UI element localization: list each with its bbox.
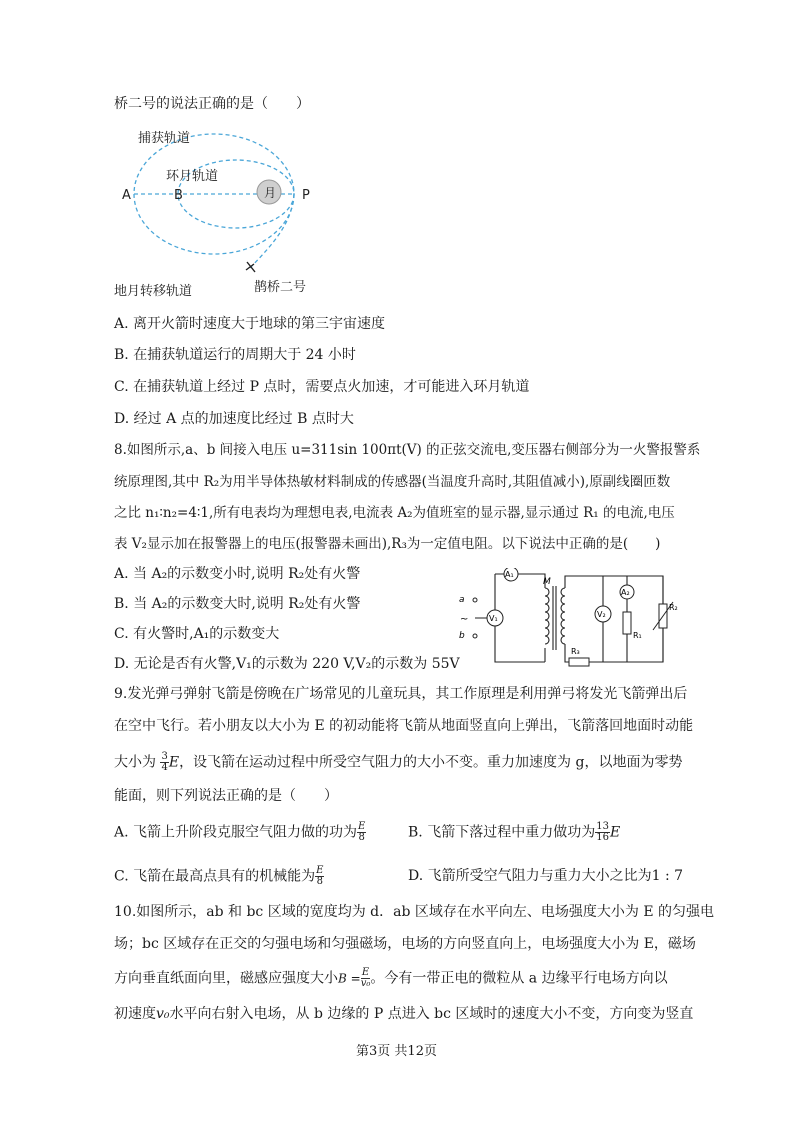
circuit-figure <box>455 568 685 668</box>
q9-option-b: B. 飞箭下落过程中重力做功为 $\frac{13}{16}$ E <box>408 821 621 843</box>
q8-option-b: B. 当 A₂的示数变大时,说明 R₂处有火警 <box>114 596 361 612</box>
q9-stem-line1: 9.发光弹弓弹射飞箭是傍晚在广场常见的儿童玩具，其工作原理是利用弹弓将发光飞箭弹出后 <box>114 686 688 702</box>
q7-option-c: C. 在捕获轨道上经过 P 点时，需要点火加速，才可能进入环月轨道 <box>114 379 530 395</box>
q8-option-a: A. 当 A₂的示数变小时,说明 R₂处有火警 <box>114 566 361 582</box>
terminal-b-label: b <box>459 631 465 641</box>
page-footer: 第3页 共12页 <box>356 1044 437 1059</box>
transfer-orbit-label: 地月转移轨道 <box>114 284 193 299</box>
voltmeter-v2-label: V₂ <box>597 610 606 619</box>
ammeter-a1-label: A₁ <box>505 570 514 579</box>
q9-option-a: A. 飞箭上升阶段克服空气阻力做的功为 $\frac{E}{8}$ <box>114 821 366 843</box>
orbit-figure <box>114 118 334 303</box>
ring-orbit-label: 环月轨道 <box>166 169 219 184</box>
terminal-a-label: a <box>459 595 465 605</box>
probe-label: 鹊桥二号 <box>254 280 307 295</box>
q9-option-a-fraction: $\frac{E}{8}$ <box>358 821 366 843</box>
q7-option-b: B. 在捕获轨道运行的周期大于 24 小时 <box>114 347 356 363</box>
q9-option-b-fraction: $\frac{13}{16}$ <box>596 821 609 843</box>
voltmeter-v1-label: V₁ <box>489 614 498 623</box>
transformer-m-label: M <box>543 577 551 587</box>
q10-stem-line3: 方向垂直纸面向里，磁感应强度大小B = $\frac{E}{\text{v₀}}$ 。今有一带正电的微粒从 a 边缘平行电场方向以 <box>114 967 668 989</box>
point-p-label: P <box>302 188 310 203</box>
probe-icon <box>246 262 255 272</box>
q9-option-c-fraction: $\frac{E}{8}$ <box>316 865 324 887</box>
q10-stem-line2: 场；bc 区域存在正交的匀强电场和匀强磁场，电场的方向竖直向上，电场强度大小为 E，磁场 <box>114 936 696 952</box>
q9-option-d: D. 飞箭所受空气阻力与重力大小之比为1 : 7 <box>408 868 684 884</box>
q9-line3-pre: 大小为 <box>114 754 156 771</box>
q10-b-symbol: B = <box>338 971 361 986</box>
q8-option-c: C. 有火警时,A₁的示数变大 <box>114 626 280 642</box>
q8-stem-line2: 统原理图,其中 R₂为用半导体热敏材料制成的传感器(当温度升高时,其阻值减小),原副线圈匝数 <box>114 474 671 490</box>
q8-stem-line4: 表 V₂显示加在报警器上的电压(报警器未画出),R₃为一定值电阻。以下说法中正确的是( ) <box>114 536 661 552</box>
q9-option-c: C. 飞箭在最高点具有的机械能为 $\frac{E}{8}$ <box>114 865 324 887</box>
q7-option-a: A. 离开火箭时速度大于地球的第三宇宙速度 <box>114 316 386 332</box>
thermistor-r2-label: R₂ <box>669 603 678 612</box>
ammeter-a2-label: A₂ <box>621 588 630 597</box>
q8-option-d: D. 无论是否有火警,V₁的示数为 220 V,V₂的示数为 55V <box>114 656 460 672</box>
q8-stem-line3: 之比 n₁∶n₂=4∶1,所有电表均为理想电表,电流表 A₂为值班室的显示器,显示通过 R₁ 的电流,电压 <box>114 505 675 521</box>
ac-source-label: ~ <box>460 614 469 625</box>
q9-stem-line3 <box>114 752 682 773</box>
q10-stem-line4: 初速度v₀水平向右射入电场，从 b 边缘的 P 点进入 bc 区域时的速度大小不变，方向变为竖直 <box>114 1006 694 1022</box>
q8-stem-line1: 8.如图所示,a、b 间接入电压 u=311sin 100πt(V) 的正弦交流电,变压器右侧部分为一火警报警系 <box>114 442 701 458</box>
point-a-label: A <box>122 188 131 203</box>
resistor-r3 <box>569 658 589 666</box>
q9-line3-post: ，设飞箭在运动过程中所受空气阻力的大小不变。重力加速度为 g，以地面为零势 <box>179 754 683 771</box>
resistor-r1 <box>623 612 631 634</box>
q9-option-d-ratio: 1 : 7 <box>651 868 684 884</box>
q9-fraction-var: E <box>168 754 180 771</box>
transfer-orbit <box>250 194 294 268</box>
secondary-coil <box>561 588 565 644</box>
q7-stem-tail: 桥二号的说法正确的是（ ） <box>114 96 310 112</box>
resistor-r1-label: R₁ <box>633 631 642 640</box>
q9-fraction-three-quarters: $\frac{3}{4}$ <box>161 751 168 773</box>
moon-label: 月 <box>264 186 277 200</box>
q10-b-fraction: $\frac{E}{\text{v₀}}$ <box>360 967 371 989</box>
capture-orbit-label: 捕获轨道 <box>138 131 191 146</box>
q9-stem-line2: 在空中飞行。若小朋友以大小为 E 的初动能将飞箭从地面竖直向上弹出，飞箭落回地面时动能 <box>114 718 694 734</box>
point-b-label: B <box>174 188 183 203</box>
resistor-r3-label: R₃ <box>571 647 580 656</box>
q7-option-d: D. 经过 A 点的加速度比经过 B 点时大 <box>114 411 354 427</box>
q9-stem-line4: 能面，则下列说法正确的是（ ） <box>114 788 338 804</box>
q10-stem-line1: 10.如图所示，ab 和 bc 区域的宽度均为 d．ab 区域存在水平向左、电场强度大小为 E 的匀强电 <box>114 904 715 920</box>
primary-coil <box>545 588 549 644</box>
q10-v0-symbol: v₀ <box>156 1006 170 1022</box>
